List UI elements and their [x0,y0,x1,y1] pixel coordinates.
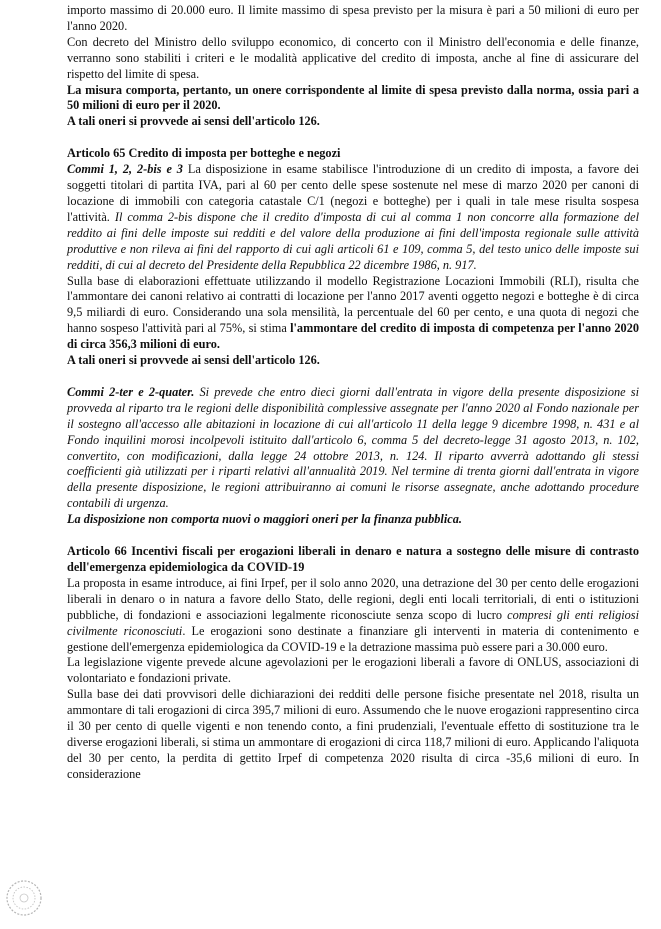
funding-note: A tali oneri si provvede ai sensi dell'articolo 126. [67,114,320,129]
bold-run: l'ammontare del credito di imposta di competenza per l'anno 2020 di circa 356,3 milioni di euro. [67,321,639,352]
italic-run: compresi gli enti religiosi civilmente riconosciuti [67,607,639,638]
commi-label: Commi 1, 2, 2-bis e 3 [67,162,183,177]
text-run: La proposta in esame introduce, ai fini Irpef, per il solo anno 2020, una detrazione del 30 per cento delle erogazioni liberali in denaro o in natura a favore dello Stato, delle regioni, degli enti locali territoriali, di enti o istituzioni pubbliche, di fondazioni e associazioni legalmente riconosciute senza scopo di lucro [67,575,639,622]
paragraph: Sulla base dei dati provvisori delle dichiarazioni dei redditi delle persone fisiche presentate nel 2018, risulta un ammontare di tali erogazioni di circa 395,7 milioni di euro. Assumendo che le nuove erogazioni rappresentino circa il 30 per cento di quelle vigenti e non tenendo conto, a fini prudenziali, l'eventuale effetto di sostituzione tra le diverse erogazioni liberali, si stima un ammontare di erogazioni di circa 118,7 milioni di euro. Applicando l'aliquota del 30 per cento, la perdita di gettito Irpef di competenza 2020 risulta di circa -35,6 milioni di euro. In considerazione [67,687,639,781]
article-66-heading: Articolo 66 Incentivi fiscali per erogazioni liberali in denaro e natura a sostegno delle misure di contrasto dell'emergenza epidemiologica da COVID-19 [67,544,639,574]
paragraph: La legislazione vigente prevede alcune agevolazioni per le erogazioni liberali a favore di ONLUS, associazioni di volontariato e fondazioni private. [67,655,639,686]
paragraph: Con decreto del Ministro dello sviluppo economico, di concerto con il Ministro dell'economia e delle finanze, verranno sono stabiliti i criteri e le modalità applicative del credito di imposta, anche al fine di assicurare del rispetto del limite di spesa. [67,34,639,81]
text-run: . Le erogazioni sono destinate a finanziare gli interventi in materia di contenimento e gestione dell'emergenza epidemiologica da COVID-19 e la detrazione massima può essere pari a 30.000 euro. [67,623,639,654]
italic-run: Il comma 2-bis dispone che il credito d'imposta di cui al comma 1 non concorre alla formazione del reddito ai fini delle imposte sui redditi e del valore della produzione ai fini dell'imposta regionale sulle attività produttive e non rileva ai fini del rapporto di cui agli articoli 61 e 109, comma 5, del testo unico delle imposte sui redditi, di cui al decreto del Presidente della Repubblica 22 dicembre 1986, n. 917. [67,209,639,272]
text-run: La disposizione in esame stabilisce l'introduzione di un credito di imposta, a favore dei soggetti titolari di partita IVA, pari al 60 per cento delle spese sostenute nel mese di marzo 2020 per canoni di locazione di immobili con categoria catastale C/1 (negozi e botteghe) per i quali in tale mese risulta sospesa l'attività. [67,162,640,224]
commi-label: Commi 2-ter e 2-quater. [67,384,195,399]
paragraph [67,274,639,354]
text-run: Sulla base di elaborazioni effettuate utilizzando il modello Registrazione Locazioni Immobili (RLI), risulta che l'ammontare dei canoni relativo ai contratti di locazione per l'anno 2017 aventi oggetto negozi e botteghe è di circa 9,5 miliardi di euro. Considerando una sola mensilità, la percentuale del 60 per cento, e una quota di negozi che hanno sospeso l'attività pari al 75%, si stima [67,273,639,336]
conclusion-bold: La disposizione non comporta nuovi o maggiori oneri per la finanza pubblica. [67,512,462,527]
document-page [67,3,639,783]
funding-note: A tali oneri si provvede ai sensi dell'articolo 126. [67,353,320,368]
article-65-heading: Articolo 65 Credito di imposta per botteghe e negozi [67,146,341,161]
stamp-seal-icon [4,878,44,918]
paragraph: importo massimo di 20.000 euro. Il limite massimo di spesa previsto per la misura è pari a 50 milioni di euro per l'anno 2020. [67,3,639,33]
paragraph [67,385,639,512]
paragraph [67,576,639,656]
conclusion-bold: La misura comporta, pertanto, un onere corrispondente al limite di spesa previsto dalla norma, ossia pari a 50 milioni di euro per il 2020. [67,82,639,113]
paragraph [67,162,639,273]
italic-run: Si prevede che entro dieci giorni dall'entrata in vigore della presente disposizione si provveda al riparto tra le regioni delle disponibilità complessive assegnate per l'anno 2020 al Fondo nazionale per il sostegno all'accesso alle abitazioni in locazione di cui all'articolo 11 della legge 9 dicembre 1998, n. 431 e al Fondo inquilini morosi incolpevoli istituito dall'articolo 6, comma 5 del decreto-legge 31 agosto 2013, n. 102, convertito, con modificazioni, dalla legge 24 ottobre 2013, n. 124. Il riparto avverrà adottando gli stessi coefficienti già utilizzati per i riparti relativi all'annualità 2019. Nel termine di trenta giorni dall'entrata in vigore della presente disposizione, le regioni attribuiranno ai comuni le risorse assegnate, anche adottando procedure contabili di urgenza. [67,384,639,511]
